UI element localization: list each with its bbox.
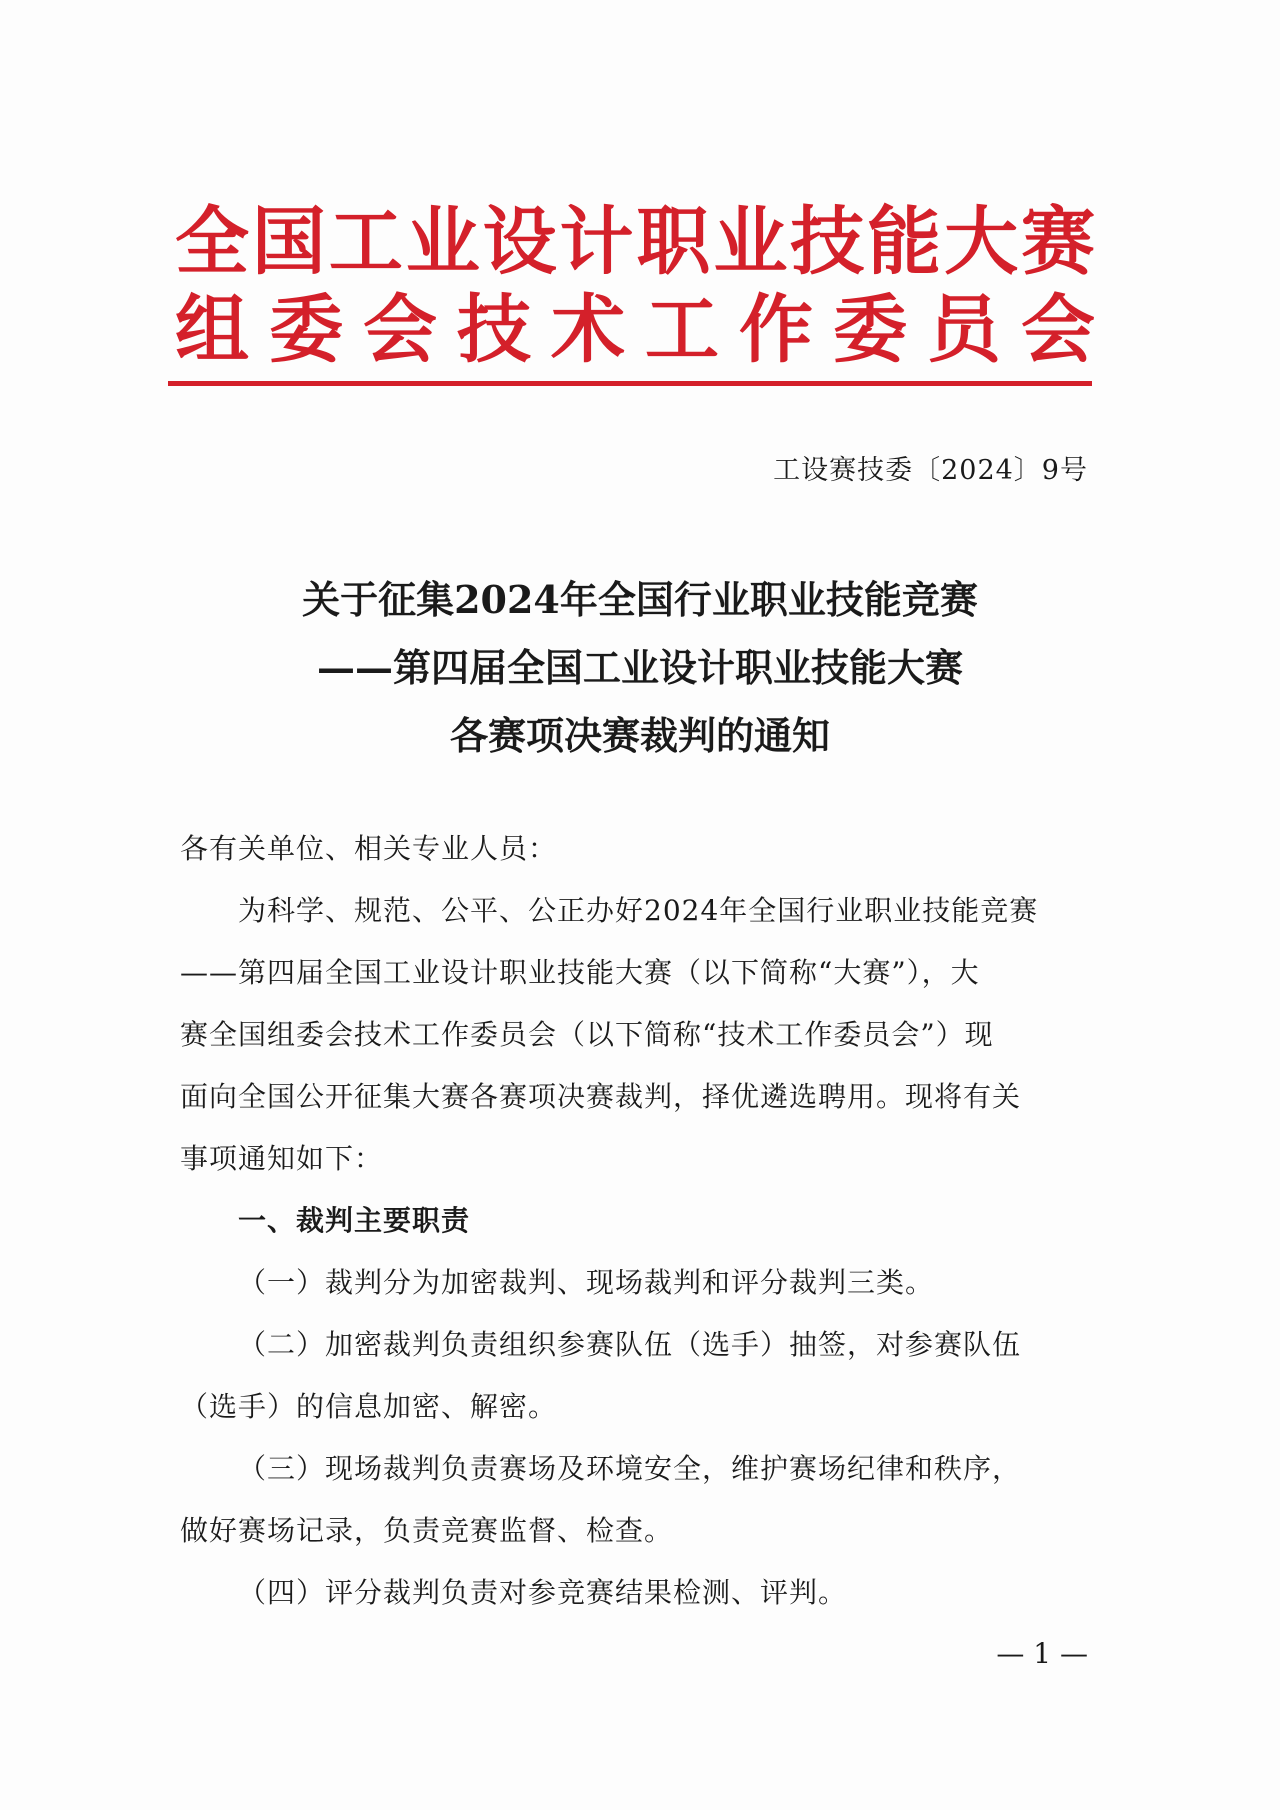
title-line-2: ——第四届全国工业设计职业技能大赛 xyxy=(316,645,963,690)
header-char: 作 xyxy=(739,287,813,373)
header-char: 全 xyxy=(175,199,249,285)
header-char: 工 xyxy=(645,287,719,373)
red-header-line-1 xyxy=(175,199,1095,285)
item-3-line-2: 做好赛场记录，负责竞赛监督、检查。 xyxy=(180,1514,674,1547)
header-char: 术 xyxy=(551,287,625,373)
header-char: 员 xyxy=(927,287,1001,373)
header-char: 技 xyxy=(457,287,531,373)
header-char: 委 xyxy=(833,287,907,373)
document-body xyxy=(180,818,1080,1624)
intro-line-5: 事项通知如下： xyxy=(180,1142,384,1175)
intro-line-1: 为科学、规范、公平、公正办好2024年全国行业职业技能竞赛 xyxy=(238,894,1039,927)
header-char: 计 xyxy=(559,199,634,285)
header-char: 大 xyxy=(944,199,1019,285)
salutation: 各有关单位、相关专业人员： xyxy=(180,832,558,865)
intro-line-4: 面向全国公开征集大赛各赛项决赛裁判，择优遴选聘用。现将有关 xyxy=(180,1080,1022,1113)
item-2-line-1: （二）加密裁判负责组织参赛队伍（选手）抽签，对参赛队伍 xyxy=(238,1328,1022,1361)
item-4: （四）评分裁判负责对参竞赛结果检测、评判。 xyxy=(238,1576,848,1609)
section-1-heading: 一、裁判主要职责 xyxy=(238,1204,471,1237)
header-char: 设 xyxy=(482,199,557,285)
document-number: 工设赛技委〔2024〕9号 xyxy=(773,455,1088,486)
header-char: 业 xyxy=(713,199,788,285)
header-char: 能 xyxy=(867,199,942,285)
header-char: 技 xyxy=(790,199,865,285)
page-number: — 1 — xyxy=(996,1637,1088,1670)
intro-line-3: 赛全国组委会技术工作委员会（以下简称“技术工作委员会”）现 xyxy=(180,1018,994,1051)
header-char: 国 xyxy=(251,199,326,285)
header-char: 业 xyxy=(405,199,480,285)
item-2-line-2: （选手）的信息加密、解密。 xyxy=(180,1390,558,1423)
title-line-1: 关于征集2024年全国行业职业技能竞赛 xyxy=(302,577,978,622)
title-line-3: 各赛项决赛裁判的通知 xyxy=(449,713,830,758)
document-title xyxy=(140,566,1140,770)
header-char: 会 xyxy=(1021,287,1095,373)
header-char: 工 xyxy=(328,199,403,285)
header-char: 会 xyxy=(363,287,437,373)
header-char: 委 xyxy=(269,287,343,373)
intro-line-2: ——第四届全国工业设计职业技能大赛（以下简称“大赛”），大 xyxy=(180,956,980,989)
header-char: 赛 xyxy=(1020,199,1095,285)
header-char: 组 xyxy=(175,287,249,373)
item-3-line-1: （三）现场裁判负责赛场及环境安全，维护赛场纪律和秩序， xyxy=(238,1452,1022,1485)
red-header-line-2 xyxy=(175,287,1095,373)
red-header-divider xyxy=(168,381,1092,386)
header-char: 职 xyxy=(636,199,711,285)
item-1: （一）裁判分为加密裁判、现场裁判和评分裁判三类。 xyxy=(238,1266,935,1299)
